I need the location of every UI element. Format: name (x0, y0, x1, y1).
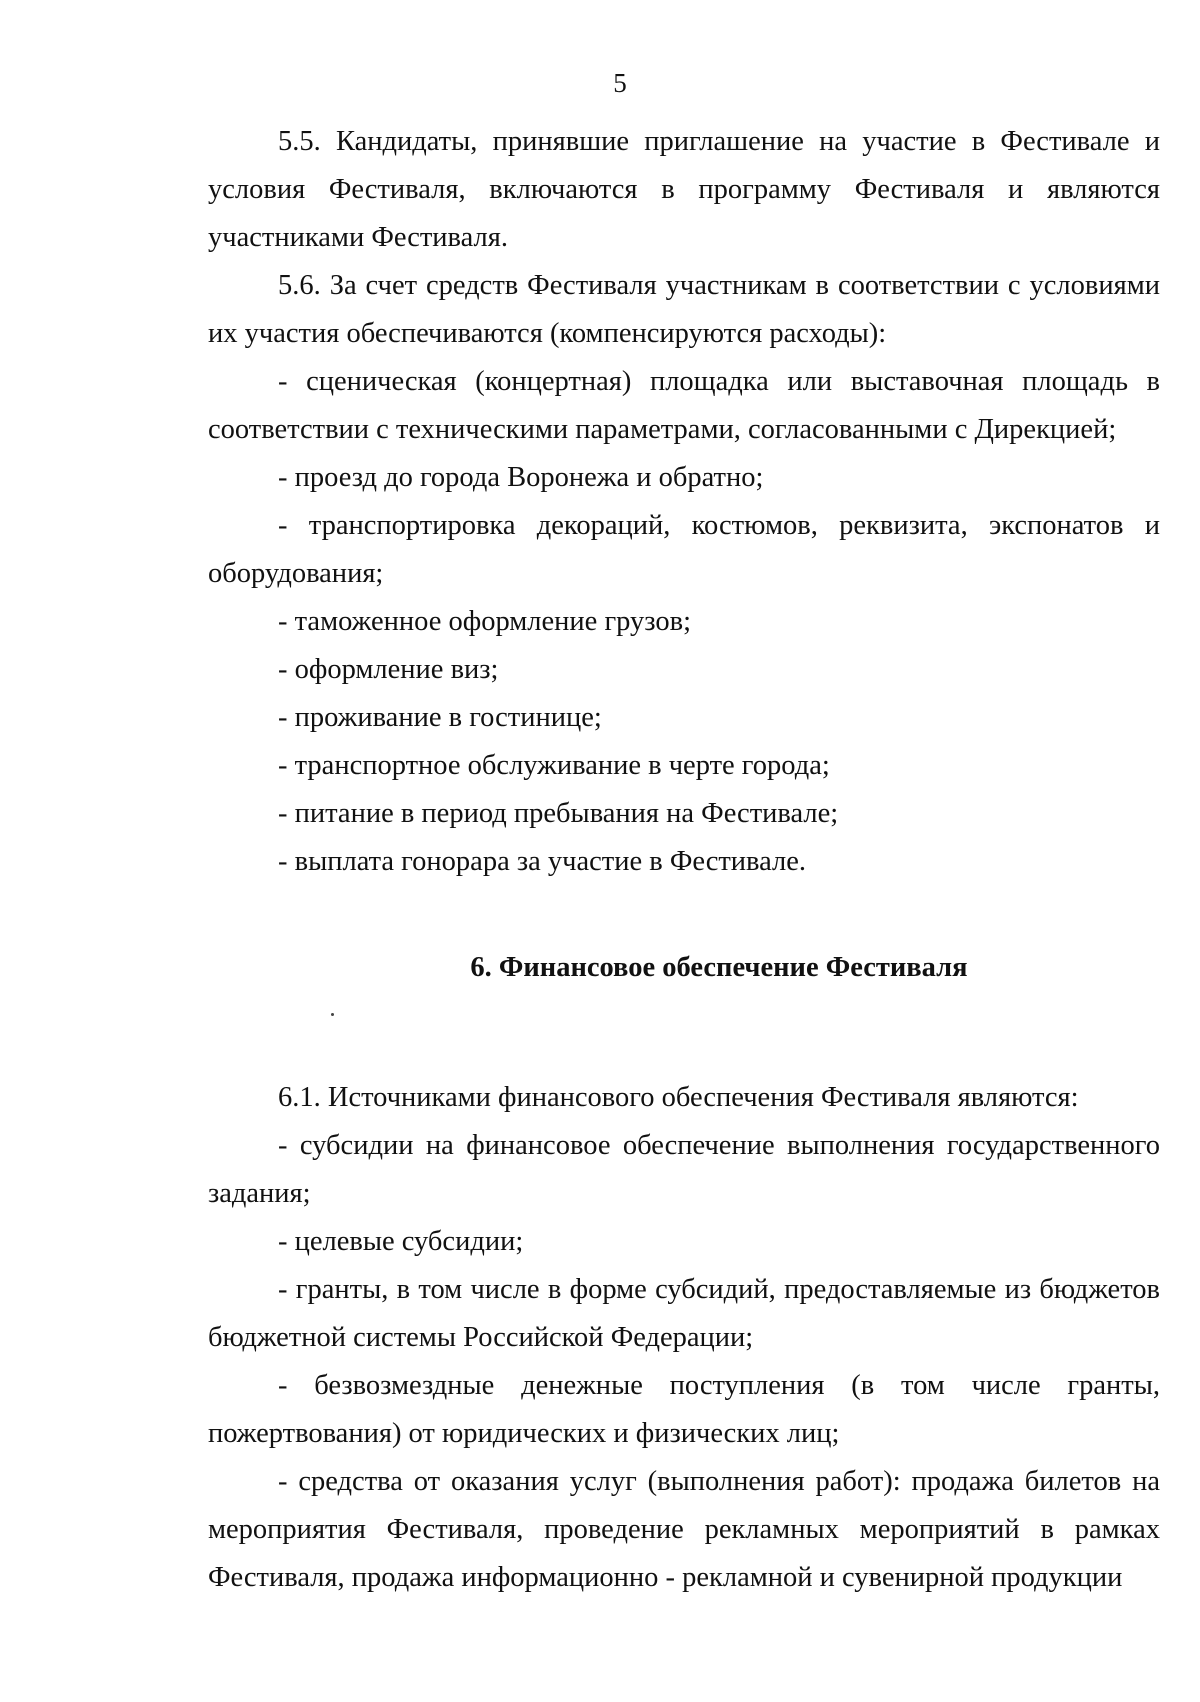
paragraph-5-5: 5.5. Кандидаты, принявшие приглашение на участие в Фестивале и условия Фестиваля, включаются в программу Фестиваля и являются участниками Фестиваля. (208, 126, 1160, 253)
list-item: - транспортировка декораций, костюмов, реквизита, экспонатов и оборудования; (208, 510, 1160, 589)
list-item: - сценическая (концертная) площадка или выставочная площадь в соответствии с техническими параметрами, согласованными с Дирекцией; (208, 366, 1160, 445)
list-item: - проживание в гостинице; (278, 702, 602, 733)
section-6-heading: 6. Финансовое обеспечение Фестиваля (470, 952, 968, 983)
list-item: - оформление виз; (278, 654, 499, 685)
paragraph-5-6: 5.6. За счет средств Фестиваля участникам в соответствии с условиями их участия обеспечиваются (компенсируются расходы): (208, 270, 1160, 349)
list-item: - целевые субсидии; (278, 1226, 524, 1257)
list-item: - питание в период пребывания на Фестивале; (278, 798, 839, 829)
spacer (208, 886, 1160, 944)
spacer (208, 992, 1160, 1074)
list-item: - таможенное оформление грузов; (278, 606, 691, 637)
document-body (208, 118, 1160, 1602)
scan-speck (331, 1013, 334, 1016)
list-item: - безвозмездные денежные поступления (в том числе гранты, пожертвования) от юридических и физических лиц; (208, 1370, 1160, 1449)
page-number: 5 (613, 68, 627, 98)
list-item: - субсидии на финансовое обеспечение выполнения государственного задания; (208, 1130, 1160, 1209)
paragraph-6-1: 6.1. Источниками финансового обеспечения Фестиваля являются: (278, 1082, 1079, 1113)
list-item: - средства от оказания услуг (выполнения работ): продажа билетов на мероприятия Фестиваля, проведение рекламных мероприятий в рамках Фестиваля, продажа информационно - рекламной и сувенирной продукции (208, 1466, 1160, 1593)
list-item: - гранты, в том числе в форме субсидий, предоставляемые из бюджетов бюджетной системы Российской Федерации; (208, 1274, 1160, 1353)
list-item: - выплата гонорара за участие в Фестивале. (278, 846, 807, 877)
list-item: - транспортное обслуживание в черте города; (278, 750, 830, 781)
list-item: - проезд до города Воронежа и обратно; (278, 462, 764, 493)
